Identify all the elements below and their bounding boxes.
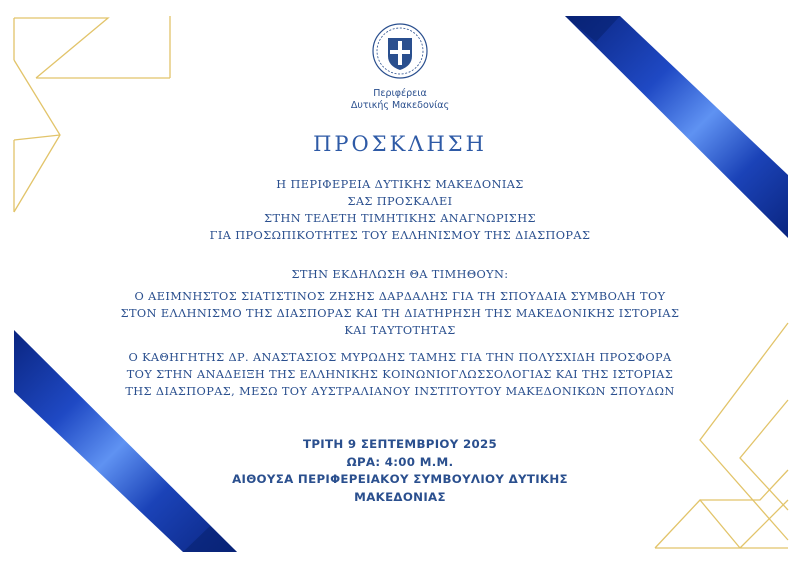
event-venue-line-1: ΑΙΘΟΥΣΑ ΠΕΡΙΦΕΡΕΙΑΚΟΥ ΣΥΜΒΟΥΛΙΟΥ ΔΥΤΙΚΗΣ bbox=[232, 472, 568, 486]
honoree-line: ΤΟΥ ΣΤΗΝ ΑΝΑΔΕΙΞΗ ΤΗΣ ΕΛΛΗΝΙΚΗΣ ΚΟΙΝΩΝΙΟΓΛΩΣΣΟΛΟΓΙΑΣ ΚΑΙ ΤΗΣ ΙΣΤΟΡΙΑΣ bbox=[126, 368, 674, 381]
intro-line: ΣΑΣ ΠΡΟΣΚΑΛΕΙ bbox=[347, 195, 453, 208]
event-time: ΩΡΑ: 4:00 Μ.Μ. bbox=[346, 454, 454, 469]
intro-block bbox=[0, 176, 800, 244]
event-date: ΤΡΙΤΗ 9 ΣΕΠΤΕΜΒΡΙΟΥ 2025 bbox=[303, 437, 497, 451]
greek-emblem-icon bbox=[373, 24, 427, 78]
event-details bbox=[0, 436, 800, 506]
honoree-paragraph bbox=[0, 349, 800, 400]
honoree-line: Ο ΑΕΙΜΝΗΣΤΟΣ ΣΙΑΤΙΣΤΙΝΟΣ ΖΗΣΗΣ ΔΑΡΔΑΛΗΣ ΓΙΑ ΤΗ ΣΠΟΥΔΑΙΑ ΣΥΜΒΟΛΗ ΤΟΥ bbox=[134, 290, 666, 303]
honor-heading: ΣΤΗΝ ΕΚΔΗΛΩΣΗ ΘΑ ΤΙΜΗΘΟΥΝ: bbox=[291, 268, 509, 281]
honoree-line: ΣΤΟΝ ΕΛΛΗΝΙΣΜΟ ΤΗΣ ΔΙΑΣΠΟΡΑΣ ΚΑΙ ΤΗ ΔΙΑΤΗΡΗΣΗ ΤΗΣ ΜΑΚΕΔΟΝΙΚΗΣ ΙΣΤΟΡΙΑΣ bbox=[120, 307, 680, 320]
intro-line: ΣΤΗΝ ΤΕΛΕΤΗ ΤΙΜΗΤΙΚΗΣ ΑΝΑΓΝΩΡΙΣΗΣ bbox=[264, 212, 536, 225]
intro-line: ΓΙΑ ΠΡΟΣΩΠΙΚΟΤΗΤΕΣ ΤΟΥ ΕΛΛΗΝΙΣΜΟΥ ΤΗΣ ΔΙΑΣΠΟΡΑΣ bbox=[209, 229, 591, 242]
honoree-paragraph bbox=[0, 288, 800, 339]
event-venue-line-2: ΜΑΚΕΔΟΝΙΑΣ bbox=[354, 489, 446, 504]
logo-text bbox=[0, 88, 800, 112]
logo-line-2: Δυτικής Μακεδονίας bbox=[350, 100, 450, 111]
logo-line-1: Περιφέρεια bbox=[373, 88, 427, 99]
page-title: ΠΡΟΣΚΛΗΣΗ bbox=[313, 132, 487, 156]
intro-line: Η ΠΕΡΙΦΕΡΕΙΑ ΔΥΤΙΚΗΣ ΜΑΚΕΔΟΝΙΑΣ bbox=[276, 178, 524, 191]
honoree-line: ΤΗΣ ΔΙΑΣΠΟΡΑΣ, ΜΕΣΩ ΤΟΥ ΑΥΣΤΡΑΛΙΑΝΟΥ ΙΝΣΤΙΤΟΥΤΟΥ ΜΑΚΕΔΟΝΙΚΩΝ ΣΠΟΥΔΩΝ bbox=[125, 385, 675, 398]
honoree-line: Ο ΚΑΘΗΓΗΤΗΣ ΔΡ. ΑΝΑΣΤΑΣΙΟΣ ΜΥΡΩΔΗΣ ΤΑΜΗΣ ΓΙΑ ΤΗΝ ΠΟΛΥΣΧΙΔΗ ΠΡΟΣΦΟΡΑ bbox=[128, 351, 672, 364]
logo-block bbox=[0, 88, 800, 112]
honoree-line: ΚΑΙ ΤΑΥΤΟΤΗΤΑΣ bbox=[344, 324, 456, 337]
